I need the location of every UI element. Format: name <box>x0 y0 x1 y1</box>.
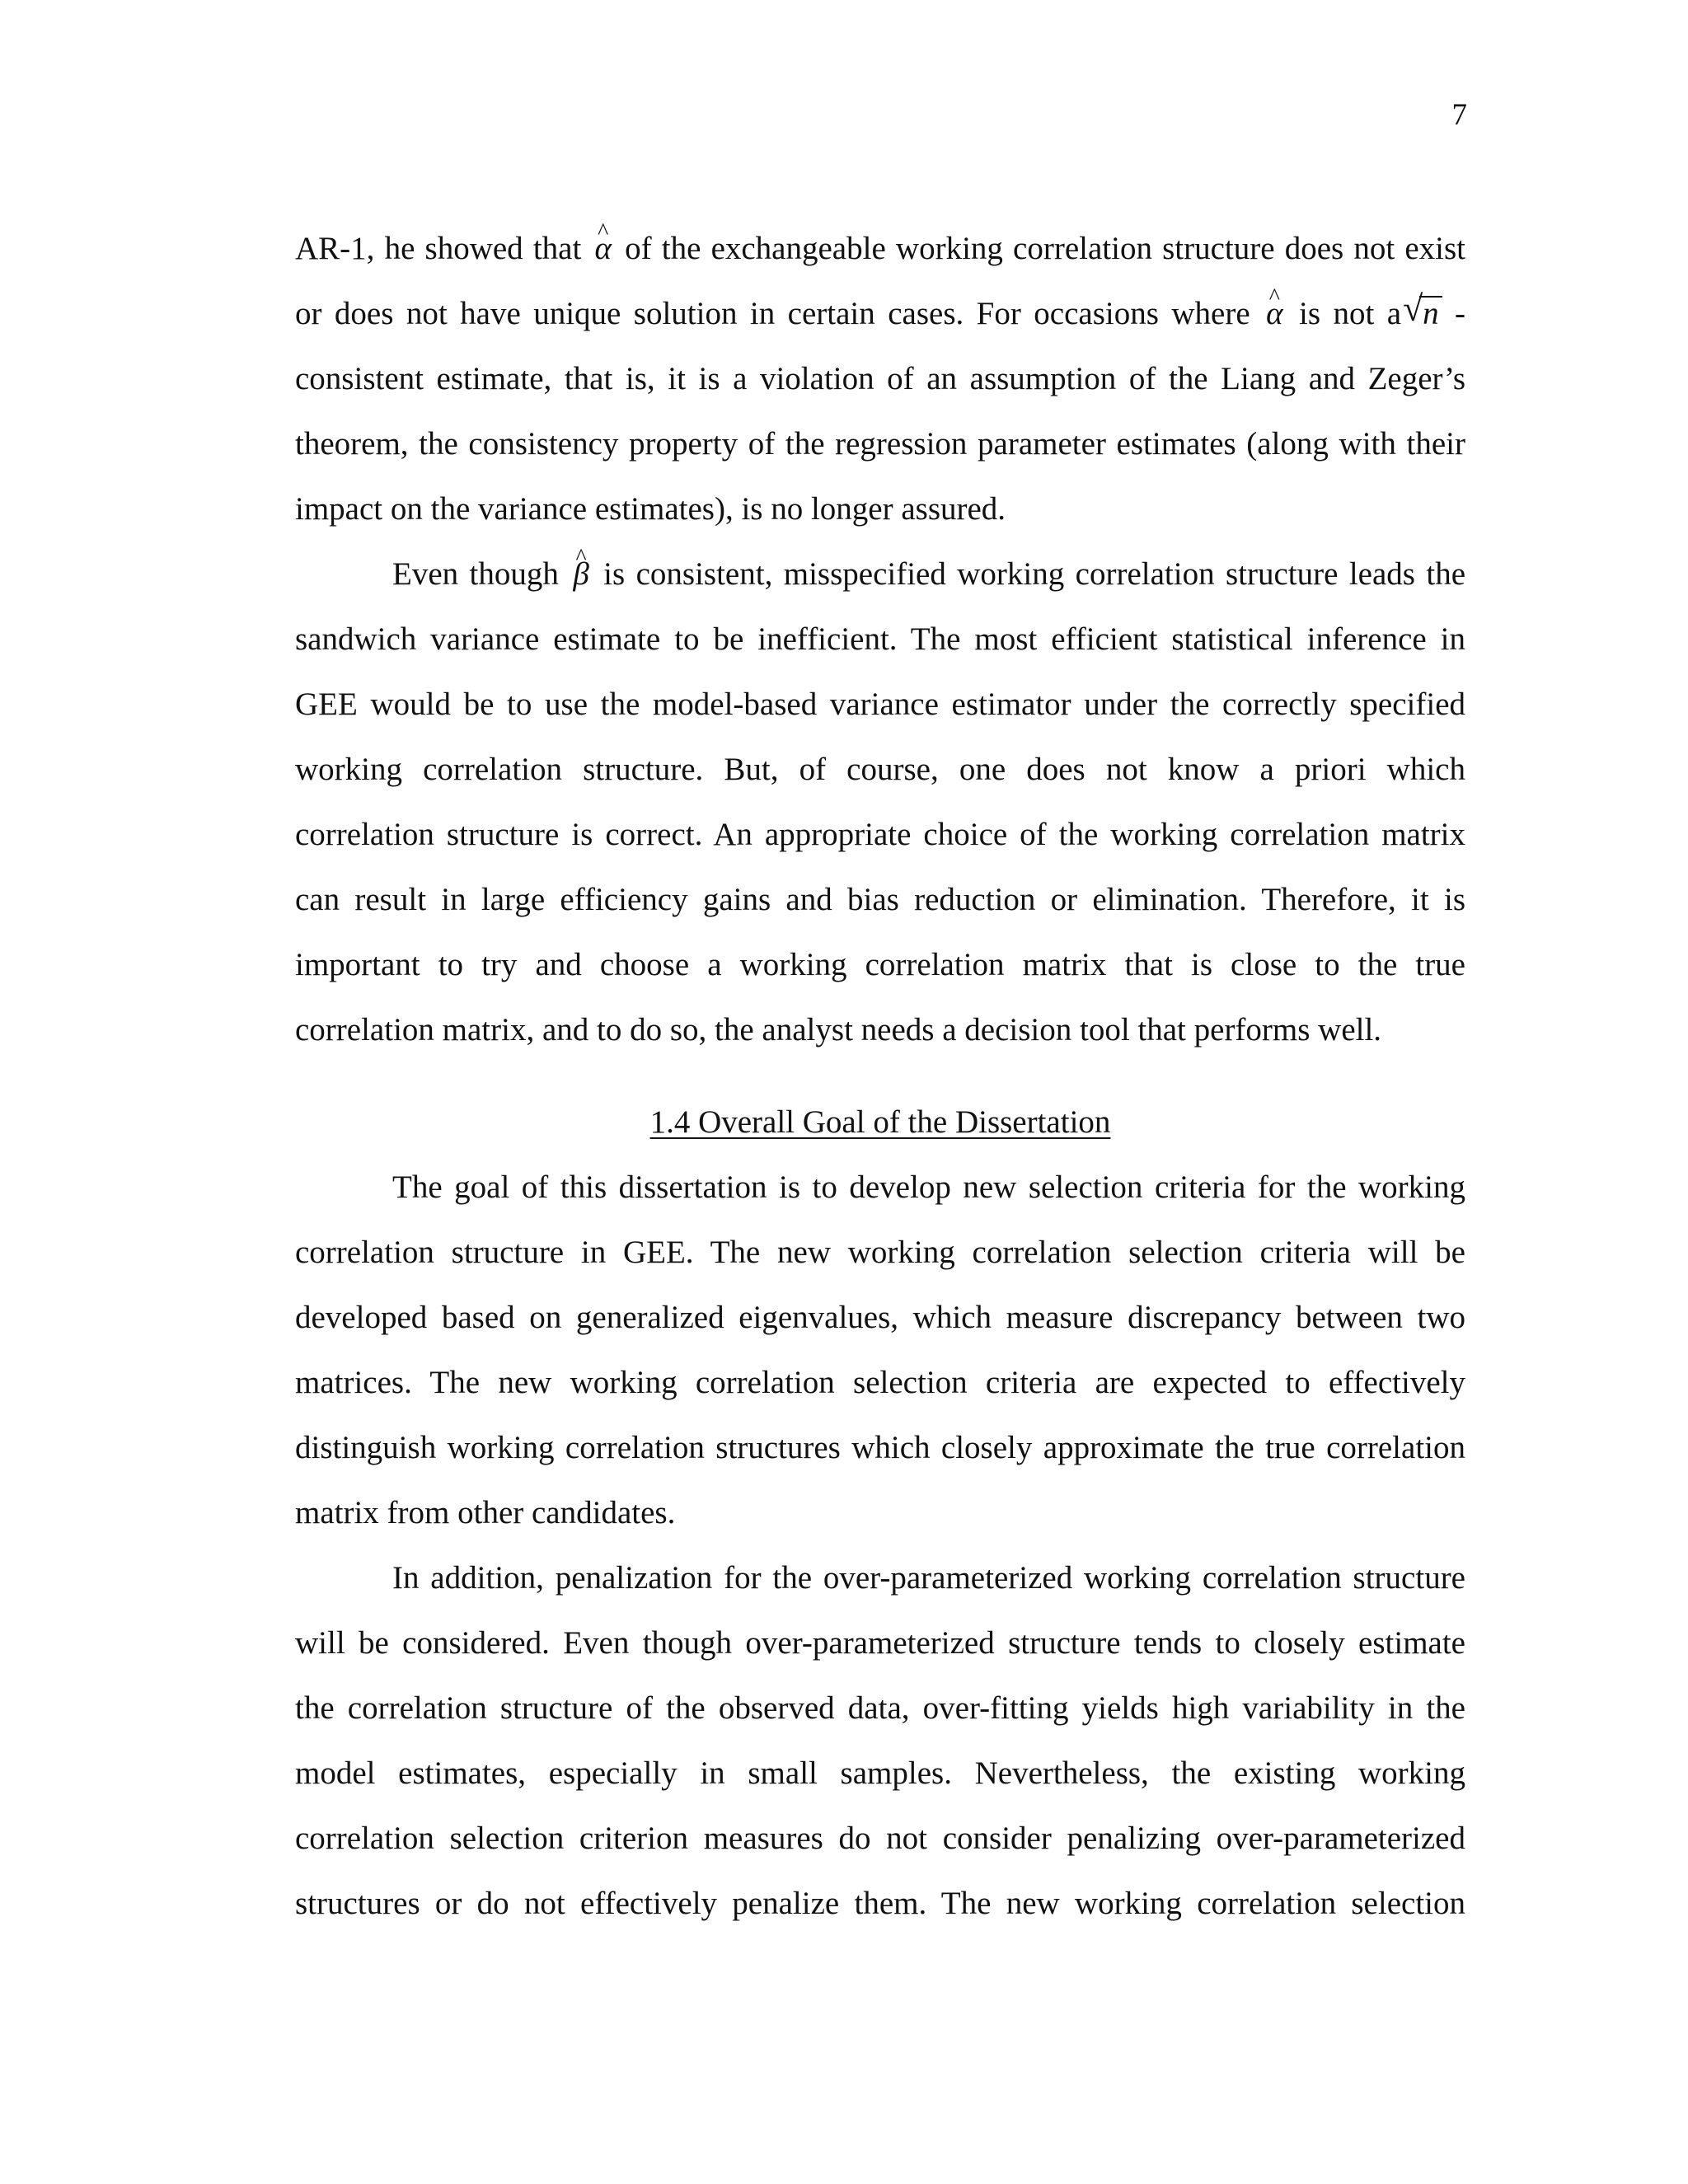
paragraph-3-line-1: The goal of this dissertation is to develop new selection criteria for the working <box>392 1169 1465 1205</box>
paragraph-2-line-7: important to try and choose a working correlation matrix that is close to the true <box>295 947 1465 982</box>
text-fragment: is not a <box>1299 296 1402 331</box>
paragraph-2-line-4: working correlation structure. But, of course, one does not know a priori which <box>295 752 1465 787</box>
paragraph-4-line-6: structures or do not effectively penalize them. The new working correlation selection <box>295 1886 1465 1921</box>
paragraph-3-line-6: matrix from other candidates. <box>295 1495 676 1530</box>
text-fragment: Even though <box>392 556 559 592</box>
paragraph-2-line-2: sandwich variance estimate to be inefficient. The most efficient statistical inference in <box>295 621 1465 657</box>
paragraph-3-line-4: matrices. The new working correlation selection criteria are expected to effectively <box>295 1365 1465 1400</box>
alpha-hat-symbol: ^ α <box>591 216 614 281</box>
paragraph-1-line-4: theorem, the consistency property of the regression parameter estimates (along with their <box>295 426 1465 462</box>
radicand: n <box>1419 296 1442 330</box>
text-fragment: is consistent, misspecified working correlation structure leads the <box>603 556 1465 592</box>
beta-hat-symbol: ^ β <box>570 541 592 607</box>
paragraph-1-line-1 <box>295 216 1465 281</box>
paragraph-4-line-5: correlation selection criterion measures do not consider penalizing over-parameterized <box>295 1821 1465 1856</box>
section-heading <box>295 1090 1465 1155</box>
paragraph-3-line-3: developed based on generalized eigenvalues, which measure discrepancy between two <box>295 1300 1465 1335</box>
paragraph-2-line-8: correlation matrix, and to do so, the analyst needs a decision tool that performs well. <box>295 1012 1382 1047</box>
text-fragment: or does not have unique solution in certain cases. For occasions where <box>295 296 1250 331</box>
page-number: 7 <box>1451 98 1467 132</box>
paragraph-4-line-1: In addition, penalization for the over-parameterized working correlation structure <box>392 1560 1465 1596</box>
paragraph-2-line-6: can result in large efficiency gains and bias reduction or elimination. Therefore, it is <box>295 882 1465 917</box>
paragraph-2-line-1 <box>295 541 1465 607</box>
paragraph-1-line-3: consistent estimate, that is, it is a violation of an assumption of the Liang and Zeger’s <box>295 361 1465 396</box>
square-root-symbol <box>1403 281 1442 346</box>
alpha-hat-symbol: ^ α <box>1263 281 1286 346</box>
radical-sign-icon: √ <box>1403 288 1423 329</box>
text-fragment: AR-1, he showed that <box>295 231 582 266</box>
text-fragment: of the exchangeable working correlation structure does not exist <box>625 231 1465 266</box>
text-fragment: - <box>1455 296 1465 331</box>
paragraph-1-line-2 <box>295 281 1465 346</box>
paragraph-2-line-5: correlation structure is correct. An appropriate choice of the working correlation matrix <box>295 817 1465 852</box>
paragraph-2-line-3: GEE would be to use the model-based variance estimator under the correctly specified <box>295 687 1465 722</box>
paragraph-3-line-5: distinguish working correlation structures which closely approximate the true correlation <box>295 1430 1465 1465</box>
paragraph-4-line-3: the correlation structure of the observed data, over-fitting yields high variability in the <box>295 1690 1465 1726</box>
paragraph-1-line-5: impact on the variance estimates), is no longer assured. <box>295 491 1006 527</box>
section-heading-text: 1.4 Overall Goal of the Dissertation <box>649 1104 1111 1140</box>
body-text <box>295 216 1465 1936</box>
paragraph-3-line-2: correlation structure in GEE. The new working correlation selection criteria will be <box>295 1235 1465 1270</box>
paragraph-4-line-2: will be considered. Even though over-parameterized structure tends to closely estimate <box>295 1625 1465 1661</box>
paragraph-4-line-4: model estimates, especially in small samples. Nevertheless, the existing working <box>295 1755 1465 1791</box>
